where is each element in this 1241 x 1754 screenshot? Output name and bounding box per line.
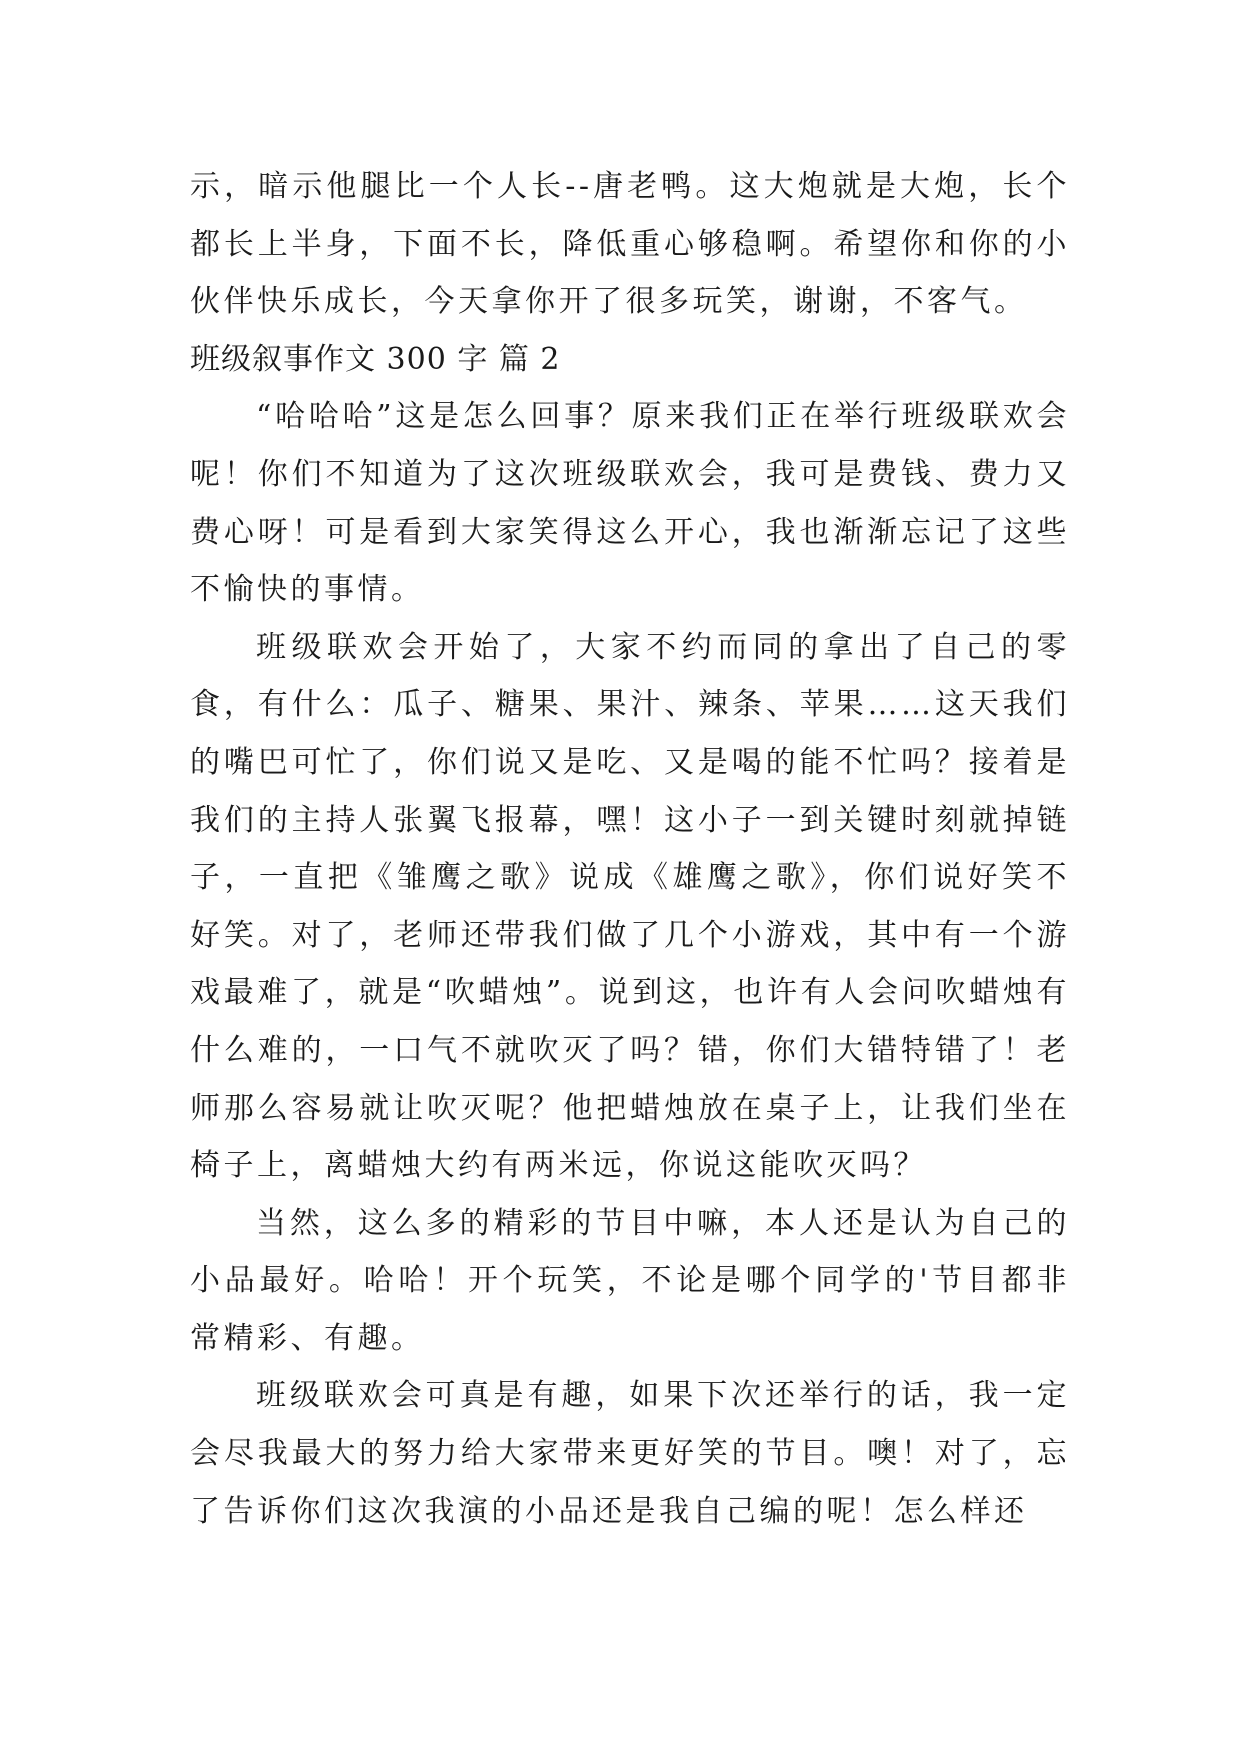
paragraph: 班级联欢会可真是有趣，如果下次还举行的话，我一定会尽我最大的努力给大家带来更好笑的节目。噢！对了，忘了告诉你们这次我演的小品还是我自己编的呢！怎么样还 bbox=[190, 1378, 1070, 1529]
paragraph: 当然，这么多的精彩的节目中嘛，本人还是认为自己的小品最好。哈哈！开个玩笑，不论是哪个同学的'节目都非常精彩、有趣。 bbox=[190, 1205, 1070, 1356]
section-heading: 班级叙事作文 300 字 篇 2 bbox=[190, 341, 561, 377]
paragraph-continued: 示，暗示他腿比一个人长--唐老鸭。这大炮就是大炮，长个都长上半身，下面不长，降低重心够稳啊。希望你和你的小伙伴快乐成长，今天拿你开了很多玩笑，谢谢，不客气。 bbox=[190, 169, 1070, 320]
document-body bbox=[190, 158, 1070, 1540]
paragraph: 班级联欢会开始了，大家不约而同的拿出了自己的零食，有什么：瓜子、糖果、果汁、辣条、苹果……这天我们的嘴巴可忙了，你们说又是吃、又是喝的能不忙吗？接着是我们的主持人张翼飞报幕，嘿！这小子一到关键时刻就掉链子，一直把《雏鹰之歌》说成《雄鹰之歌》，你们说好笑不好笑。对了，老师还带我们做了几个小游戏，其中有一个游戏最难了，就是“吹蜡烛”。说到这，也许有人会问吹蜡烛有什么难的，一口气不就吹灭了吗？错，你们大错特错了！老师那么容易就让吹灭呢？他把蜡烛放在桌子上，让我们坐在椅子上，离蜡烛大约有两米远，你说这能吹灭吗？ bbox=[190, 629, 1070, 1184]
paragraph: “哈哈哈”这是怎么回事？原来我们正在举行班级联欢会呢！你们不知道为了这次班级联欢会，我可是费钱、费力又费心呀！可是看到大家笑得这么开心，我也渐渐忘记了这些不愉快的事情。 bbox=[190, 399, 1070, 608]
